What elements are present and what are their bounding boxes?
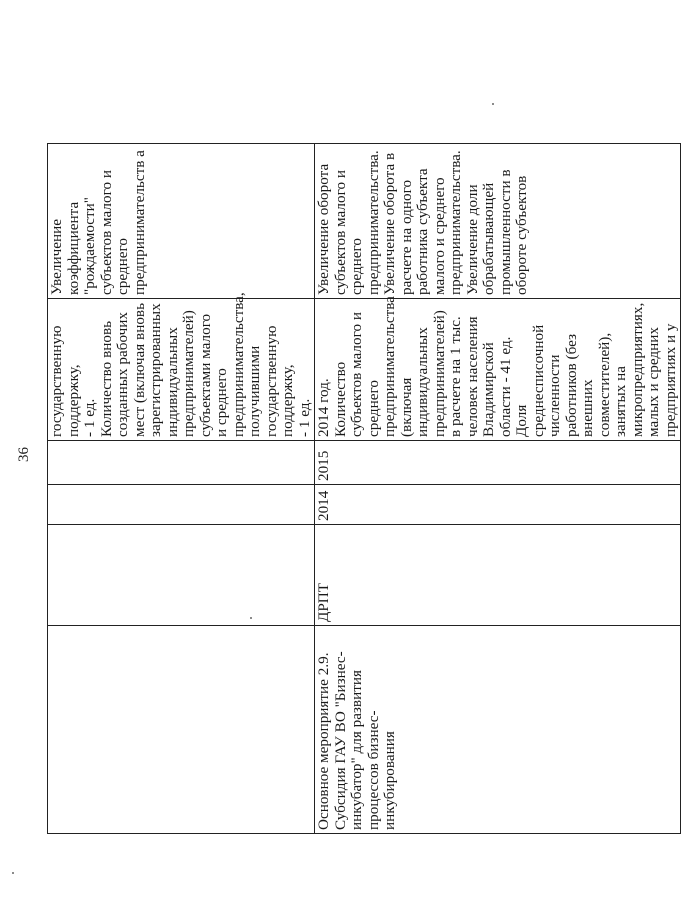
table-row — [315, 144, 681, 834]
table-cell — [48, 626, 315, 834]
table-cell — [48, 525, 315, 626]
table-cell: 2014 год. Количество субъектов малого и среднего предпринимательства (включая индивидуальных предпринимателей) в расчете на 1 тыс. человек населения Владимирской области - 41 ед. Доля среднесписочной численности работников (без внешних совместителей), занятых на микропредприятиях, малых и средних предприятиях и у — [315, 299, 681, 441]
table-row — [48, 144, 315, 834]
table-cell: Увеличение коэффициента "рождаемости" субъектов малого и среднего предпринимательств а — [48, 144, 315, 299]
table-cell: государственную поддержку, - 1 ед. Количество вновь созданных рабочих мест (включая вновь зарегистрированных индивидуальных предпринимателей) субъектами малого и среднего предпринимательства, получившими государственную поддержку, - 1 ед. — [48, 299, 315, 441]
document-table — [47, 143, 681, 834]
table-cell: 2015 — [315, 441, 681, 485]
page-number: 36 — [16, 447, 32, 462]
document-table-wrapper — [47, 144, 679, 834]
table-cell: Основное мероприятие 2.9. Субсидия ГАУ ВО "Бизнес-инкубатор" для развития процессов бизнес-инкубирования — [315, 626, 681, 834]
table-cell: Увеличение оборота субъектов малого и среднего предпринимательства. Увеличение оборота в расчете на одного работника субъекта малого и среднего предпринимательства. Увеличение доли обрабатывающей промышленности в обороте субъектов — [315, 144, 681, 299]
scan-speck — [250, 617, 252, 619]
table-cell: 2014 — [315, 485, 681, 525]
table-cell — [48, 441, 315, 485]
table-cell: ДРПТ — [315, 525, 681, 626]
table-cell — [48, 485, 315, 525]
scan-speck — [492, 103, 494, 105]
scan-speck — [12, 872, 14, 874]
